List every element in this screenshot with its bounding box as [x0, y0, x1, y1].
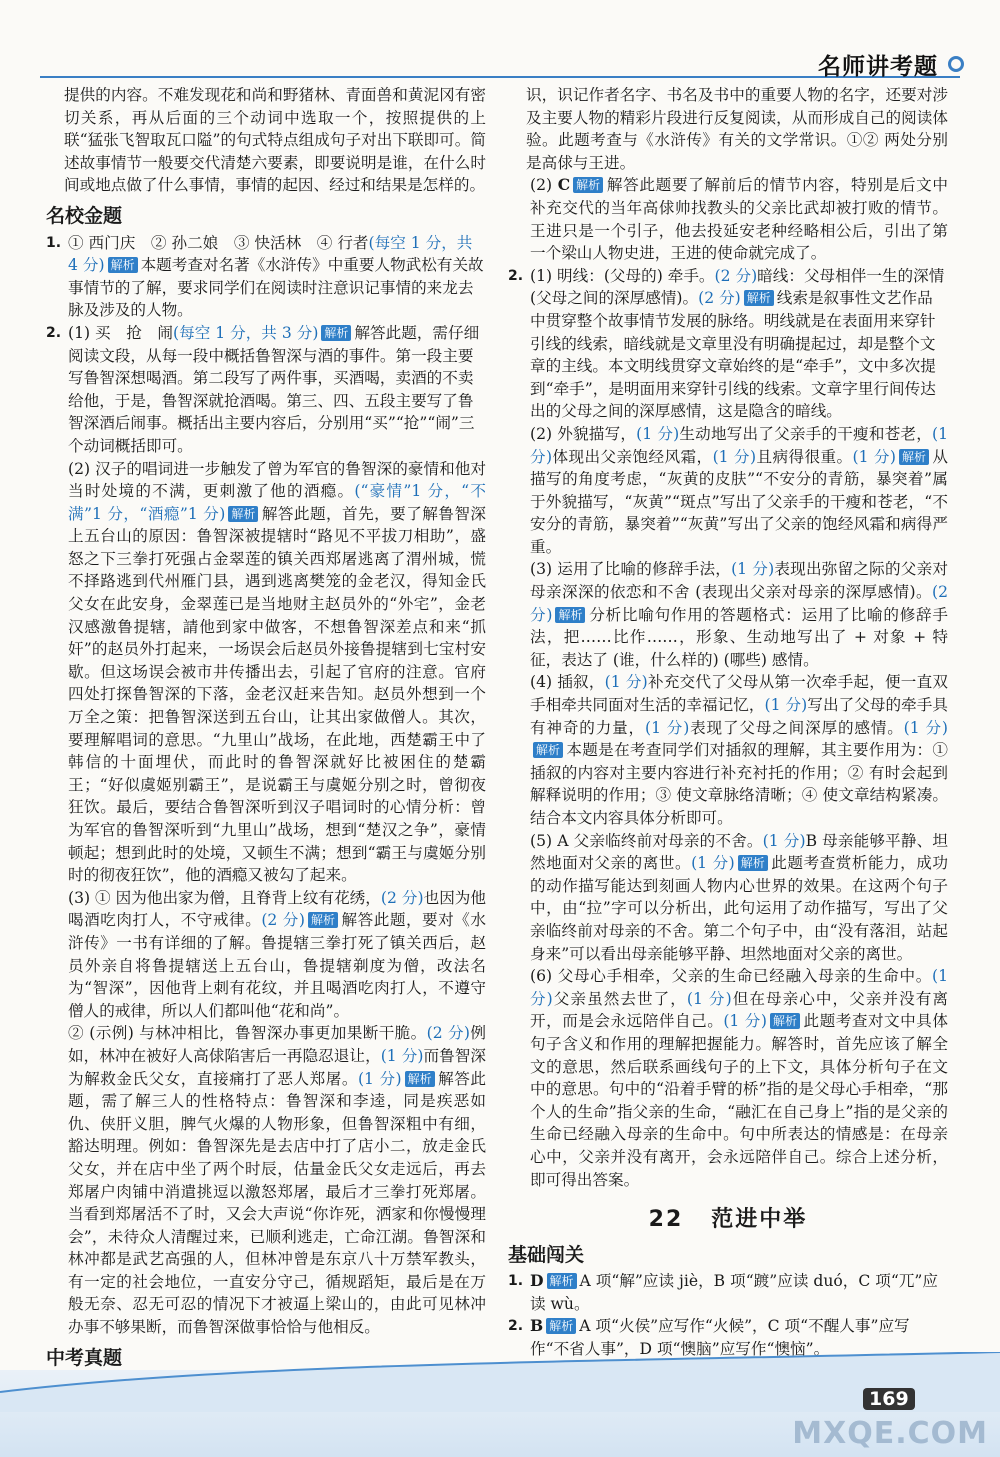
analysis-text: 本题是在考查同学们对插叙的理解，其主要作用为：① 插叙的内容对主要内容进行补充衬托的作用；② 有时会起到解释说明的作用；③ 使文章脉络清晰；④ 使文章结构紧凑。结合本文内容具体分析即可。	[530, 741, 948, 827]
analysis-tag: 解析	[738, 855, 768, 871]
analysis-text: 解答此题，首先，要了解鲁智深上五台山的原因：鲁智深被提辖时“路见不平拔刀相助”，盛怒之下三拳打死强占金翠莲的镇关西郑屠逃离了渭州城，慌不择路逃到代州雁门县，遇到逃离樊笼的金老汉，得知金氏父女在此安身，金翠莲已是当地财主赵员外的“外宅”，金老汉感激鲁提辖，請他到家中做客，不想鲁智深差点和来“抓奸”的赵员外打起来，一场误会后赵员外接鲁提辖到七宝村安歇。但这场误会被市井传播出去，引起了官府的注意。官府四处打探鲁智深的下落，金老汉赶来告知。赵员外想到一个万全之策：把鲁智深送到五台山，让其出家做僧人。其次，要理解唱词的意思。“九里山”战场，在此地，西楚霸王中了韩信的十面埋伏，而此时的鲁智深就好比被困住的楚霸王；“好似虞姬别霸王”，是说霸王与虞姬分别之时，曾彻夜狂饮。最后，要结合鲁智深听到汉子唱词时的心情分析：曾为军官的鲁智深听到“九里山”战场，想到“楚汉之争”，豪情顿起；想到此时的处境，又顿生不满；想到“霸王与虞姬分别时的彻夜狂饮”，他的酒瘾又被勾了起来。	[68, 504, 486, 885]
answer-text: 写出了父母的牵手具有神奇的力量，	[530, 696, 948, 737]
basic-question-1	[508, 1270, 948, 1315]
question-number: 1.	[46, 234, 62, 251]
footer-wave-decoration	[0, 1352, 1000, 1412]
score-note: (1 分)	[764, 696, 808, 715]
answer-choice: C	[557, 175, 571, 195]
section-heading: 名校金题	[46, 204, 123, 227]
analysis-text: A 项“火侯”应写作“火候”，C 项“不醒人事”应写作“不省人事”，D 项“懊脑”应写作“懊恼”。	[530, 1317, 910, 1359]
exam-question-2	[508, 265, 948, 423]
score-note: (1 分)	[762, 831, 806, 850]
analysis-tag: 解析	[555, 607, 585, 623]
analysis-tag: 解析	[533, 742, 563, 758]
question-number: 1.	[508, 1273, 524, 1290]
score-note: (1 分)	[530, 967, 948, 1008]
score-note: (1 分)	[357, 1069, 402, 1088]
continued-paragraph: 识，识记作者名字、书名及书中的重要人物的名字，还要对涉及主要人物的精彩片段进行反复阅读，从而形成自己的阅读体验。此题考查与《水浒传》有关的文学常识。①② 两处分别是高俅与王进。	[526, 86, 948, 172]
analysis-tag: 解析	[308, 912, 338, 928]
analysis-text: 本题考查对名著《水浒传》中重要人物武松有关故事情节的了解，要求同学们在阅读时注意识记事情的来龙去脉及涉及的人物。	[68, 256, 484, 320]
answer-text: 也因为他喝酒吃肉打人，不守戒律。	[68, 888, 486, 930]
section-heading: 基础闯关	[508, 1243, 585, 1266]
score-note: (1 分)	[380, 1046, 424, 1065]
left-column	[46, 84, 486, 1396]
score-note: (2 分)	[261, 911, 305, 930]
analysis-text: 分析比喻句作用的答题格式：运用了比喻的修辞手法，把……比作……，形象、生动地写出了 + 对象 + 特征，表达了 (谁，什么样的) (哪些) 感情。	[530, 605, 948, 669]
score-note: (1 分)	[644, 718, 690, 737]
score-note: (1 分)	[686, 989, 732, 1008]
answer-text: (5) A 父亲临终前对母亲的不舍。	[530, 831, 763, 850]
analysis-text: 解答此题，需了解三人的性格特点：鲁智深和李逵，同是疾恶如仇、侠肝义胆，脾气火爆的人物形象，但鲁智深粗中有细，豁达明理。例如：鲁智深先是去店中打了店小二，放走金氏父女，并在店中坐了两个时辰，估量金氏父女走远后，再去郑屠户肉铺中消遣挑逗以激怒郑屠，最后才三拳打死郑屠。当看到郑屠活不了时，又会大声说“你诈死，洒家和你慢慢理会”，未待众人清醒过来，已顺利逃走，亡命江湖。鲁智深和林冲都是武艺高强的人，但林冲曾是东京八十万禁军教头，有一定的社会地位，一直安分守己，循规蹈矩，最后是在万般无奈、忍无可忍的情况下才被逼上梁山的，由此可见林冲办事不够果断，而鲁智深做事恰恰与他相反。	[68, 1069, 486, 1337]
answer-text: 但在母亲心中，父亲并没有离开，而是会永远陪伴自己。	[530, 989, 948, 1031]
answer-text: 补充交代了父母从第一次牵手起，便一直双手相牵共同面对生活的幸福记忆，	[530, 673, 948, 715]
header-circle-icon	[948, 56, 964, 72]
analysis-tag: 解析	[573, 177, 603, 193]
question-number: 2.	[508, 267, 524, 284]
watermark-logo: MXQE.COM	[792, 1416, 988, 1451]
exam-question-2-part-3	[508, 558, 948, 671]
analysis-tag: 解析	[899, 449, 929, 465]
analysis-text: A 项“解”应读 jiè，B 项“踱”应读 duó，C 项“兀”应读 wù。	[530, 1272, 938, 1313]
answer-text: (1) 明线：(父母的) 牵手。	[530, 266, 715, 285]
question-number: 2.	[508, 1318, 524, 1335]
analysis-text: 线索是叙事性文艺作品中贯穿整个故事情节发展的脉络。明线就是在表面用来穿针引线的线索，暗线就是文章里没有明确提起过，却是整个文章的主线。本文明线贯穿文章始终的是“牵手”，文中多次提到“牵手”，是明面用来穿针引线的线索。文章字里行间传达出的父母之间的深厚感情，这是隐含的暗线。	[530, 289, 936, 421]
answer-text: ① 西门庆 ② 孙二娘 ③ 快活林 ④ 行者	[68, 233, 369, 252]
answer-text: 例如，林冲在被好人高俅陷害后一再隐忍退让，	[68, 1024, 486, 1065]
analysis-text: 此题考查对文中具体句子含义和作用的理解把握能力。解答时，首先应该了解全文的意思，然后联系画线句子的上下文，具体分析句子在文中的意思。句中的“沿着手臂的桥”指的是父母心手相牵，“那个人的生命”指父亲的生命，“融汇在自己身上”指的是父亲的生命已经融入母亲的生命中。句中所表达的情感是：在母亲心中，父亲并没有离开，会永远陪伴自己。综合上述分析，即可得出答案。	[530, 1012, 948, 1189]
analysis-text: 此题考查赏析能力，成功的动作描写能达到刻画人物内心世界的效果。在这两个句子中，由“拉”字可以分析出，此句运用了动作描写，写出了父亲临终前对母亲的不舍。第二个句子中，由“没有落泪，站起身来”可以看出母亲能够平静、坦然地面对父亲的离世。	[530, 854, 948, 963]
answer-text: (6) 父母心手相牵，父亲的生命已经融入母亲的生命中。	[530, 967, 932, 986]
score-note: (1 分)	[903, 718, 948, 737]
section-heading: 中考真题	[46, 1346, 123, 1369]
score-note: (1 分)	[604, 673, 648, 692]
exam-question-2-part-4	[508, 671, 948, 829]
answer-text: (2) 汉子的唱词进一步触发了曾为军官的鲁智深的豪情和他对当时处境的不满，更刺激了他的酒瘾。	[68, 459, 486, 501]
question-1	[46, 232, 486, 322]
answer-text: B 母亲能够平静、坦然地面对父亲的离世。	[530, 831, 949, 873]
exam-question-1-part-2	[508, 174, 948, 264]
analysis-tag: 解析	[108, 257, 138, 273]
analysis-tag: 解析	[547, 1273, 577, 1289]
score-note: (1 分)	[852, 447, 896, 466]
analysis-tag: 解析	[405, 1071, 435, 1087]
answer-text: 体现出父亲饱经风霜，	[552, 447, 713, 466]
score-note: (2 分)	[426, 1024, 471, 1043]
score-note: (2 分)	[714, 266, 758, 285]
answer-text: (3) 运用了比喻的修辞手法，	[530, 560, 732, 579]
exam-question-2-part-2	[508, 423, 948, 559]
chapter-number: 22	[648, 1207, 684, 1233]
analysis-text: 解答此题要了解前后的情节内容，特别是后文中补充交代的当年高俅帅找教头的父亲比武却被打败的情节。王进只是一个引子，他去投延安老种经略相公后，引出了第一个梁山人物史进，王进的使命就完成了。	[530, 176, 948, 263]
question-number: 2.	[46, 324, 62, 341]
question-2-part-3	[46, 887, 486, 1023]
analysis-tag: 解析	[770, 1013, 800, 1029]
answer-text: 且病得很重。	[756, 447, 853, 466]
page-header	[0, 0, 1000, 84]
score-note: (1 分)	[691, 854, 735, 873]
score-note: (2 分)	[380, 888, 424, 907]
score-note: (“豪情”1 分，“不满”1 分，“酒瘾”1 分)	[68, 482, 486, 523]
score-note: (1 分)	[731, 560, 775, 579]
answer-text: (3) ① 因为他出家为僧，且脊背上纹有花绣，	[68, 888, 381, 907]
analysis-tag: 解析	[228, 506, 258, 522]
score-note: (2 分)	[698, 289, 741, 308]
header-title: 名师讲考题	[818, 54, 938, 80]
analysis-text: 从描写的角度考虑，“灰黄的皮肤”“不安分的青筋，暴突着”属于外貌描写，“灰黄”“斑点”写出了父亲手的干瘦和苍老，“不安分的青筋，暴突着”“灰黄”写出了父亲的饱经风霜和病得严重。	[530, 447, 948, 556]
chapter-title: 范进中举	[711, 1207, 808, 1233]
score-note: (每空 1 分，共 4 分)	[68, 233, 473, 275]
right-column	[508, 84, 948, 1383]
score-note: (2 分)	[530, 583, 948, 624]
score-note: (1 分)	[530, 424, 948, 466]
answer-text: (2) 外貌描写，	[530, 424, 637, 443]
score-note: (1 分)	[712, 447, 757, 466]
question-2	[46, 322, 486, 458]
analysis-tag: 解析	[744, 290, 774, 306]
answer-choice: D	[530, 1271, 544, 1291]
answer-text: 暗线：父母相伴一生的深情 (父母之间的深厚感情)。	[530, 266, 945, 308]
answer-text: (4) 插叙，	[530, 673, 605, 692]
answer-text: 表现出弥留之际的父亲对母亲深深的依恋和不舍 (表现出父亲对母亲的深厚感情)。	[530, 560, 948, 602]
answer-choice: B	[530, 1316, 544, 1336]
page-number: 169	[863, 1388, 915, 1410]
answer-text: 生动地写出了父亲手的干瘦和苍老，	[679, 424, 932, 443]
score-note: (1 分)	[636, 424, 680, 443]
analysis-text: 解答此题，要对《水浒传》一书有详细的了解。鲁提辖三拳打死了镇关西后，赵员外亲自将鲁提辖送上五台山，鲁提辖剃度为僧，改法名为“智深”，因他背上刺有花纹，并且喝酒吃肉打人，不遵守僧人的戒律，所以人们都叫他“花和尚”。	[68, 911, 486, 1020]
answer-text: 表现了父母之间深厚的感情。	[689, 718, 904, 737]
answer-text: 而鲁智深为解救金氏父女，直接痛打了恶人郑屠。	[68, 1046, 486, 1088]
answer-text: 父亲虽然去世了，	[552, 989, 687, 1008]
question-2-part-3b	[46, 1022, 486, 1338]
analysis-tag: 解析	[546, 1318, 576, 1334]
analysis-tag: 解析	[321, 325, 351, 341]
score-note: (1 分)	[723, 1012, 767, 1031]
exam-question-2-part-6	[508, 965, 948, 1191]
score-note: (每空 1 分，共 3 分)	[173, 323, 319, 342]
answer-text: ② (示例) 与林冲相比，鲁智深办事更加果断干脆。	[68, 1024, 427, 1043]
intro-paragraph: 提供的内容。不难发现花和尚和野猪林、青面兽和黄泥冈有密切关系，再从后面的三个动词中选取一个，按照提供的上联“猛张飞智取瓦口隘”的句式特点组成句子对出下联即可。简述故事情节一般要交代清楚六要素，即要说明是谁，在什么时间或地点做了什么事情，事情的起因、经过和结果是怎样的。	[64, 86, 486, 195]
analysis-text: 解答此题，需仔细阅读文段，从每一段中概括鲁智深与酒的事件。第一段主要写鲁智深想喝酒。第二段写了两件事，买酒喝，卖酒的不卖给他，于是，鲁智深就抢酒喝。第三、四、五段主要写了鲁智深酒后闹事。概括出主要内容后，分别用“买”“抢”“闹”三个动词概括即可。	[68, 323, 480, 455]
answer-text: (2)	[530, 176, 558, 195]
answer-text: (1) 买 抢 闹	[68, 323, 174, 342]
chapter-heading	[508, 1209, 948, 1232]
question-2-part-2	[46, 458, 486, 887]
exam-question-2-part-5	[508, 830, 948, 966]
